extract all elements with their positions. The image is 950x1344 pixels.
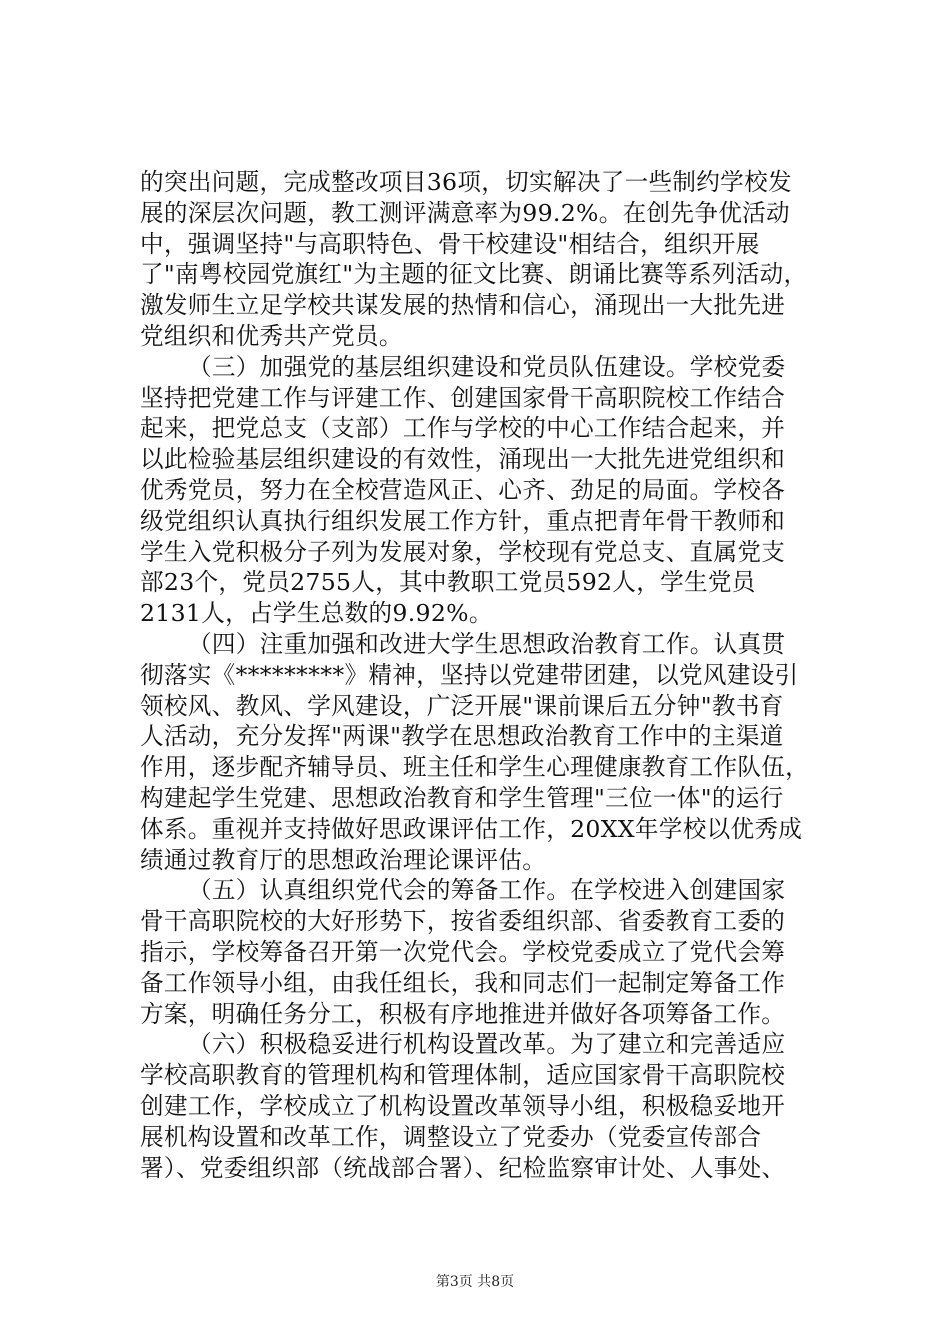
text-line: 展的深层次问题，教工测评满意率为99.2%。在创先争优活动: [140, 198, 790, 227]
text-line: 以此检验基层组织建设的有效性，涌现出一大批先进党组织和: [140, 445, 786, 474]
text-line: （三）加强党的基层组织建设和党员队伍建设。学校党委: [188, 352, 786, 381]
text-line: 中，强调坚持"与高职特色、骨干校建设"相结合，组织开展: [140, 229, 760, 258]
text-line: 学生入党积极分子列为发展对象，学校现有党总支、直属党支: [140, 537, 786, 566]
text-line: 彻落实《*********》精神，坚持以党建带团建，以党风建设引: [140, 660, 799, 689]
text-line: 起来，把党总支（支部）工作与学校的中心工作结合起来，并: [140, 414, 786, 443]
text-line: 优秀党员，努力在全校营造风正、心齐、劲足的局面。学校各: [140, 475, 786, 504]
text-line: 方案，明确任务分工，积极有序地推进并做好各项筹备工作。: [140, 999, 786, 1028]
text-line: （四）注重加强和改进大学生思想政治教育工作。认真贯: [188, 629, 786, 658]
text-line: 激发师生立足学校共谋发展的热情和信心，涌现出一大批先进: [140, 291, 786, 320]
text-line: 作用，逐步配齐辅导员、班主任和学生心理健康教育工作队伍，: [140, 753, 810, 782]
text-line: 级党组织认真执行组织发展工作方针，重点把青年骨干教师和: [140, 506, 786, 535]
body-text: [140, 167, 840, 1183]
text-line: 学校高职教育的管理机构和管理体制，适应国家骨干高职院校: [140, 1061, 786, 1090]
text-line: 骨干高职院校的大好形势下，按省委组织部、省委教育工委的: [140, 907, 786, 936]
text-line: 署）、党委组织部（统战部合署）、纪检监察审计处、人事处、: [140, 1153, 786, 1182]
text-line: 的突出问题，完成整改项目36项，切实解决了一些制约学校发: [140, 168, 792, 196]
text-line: 展机构设置和改革工作，调整设立了党委办（党委宣传部合: [140, 1122, 762, 1151]
text-line: 体系。重视并支持做好思政课评估工作，20XX年学校以优秀成: [140, 814, 803, 843]
page-footer: 第3页 共8页: [435, 1274, 515, 1290]
text-line: 人活动，充分发挥"两课"教学在思想政治教育工作中的主渠道: [140, 722, 784, 751]
text-line: 备工作领导小组，由我任组长，我和同志们一起制定筹备工作: [140, 968, 786, 997]
text-line: 创建工作，学校成立了机构设置改革领导小组，积极稳妥地开: [140, 1091, 786, 1120]
text-line: 坚持把党建工作与评建工作、创建国家骨干高职院校工作结合: [140, 383, 786, 412]
text-line: 绩通过教育厅的思想政治理论课评估。: [140, 845, 547, 874]
text-line: 构建起学生党建、思想政治教育和学生管理"三位一体"的运行: [140, 783, 784, 812]
text-line: 领校风、教风、学风建设，广泛开展"课前课后五分钟"教书育: [140, 691, 784, 720]
text-line: 2131人，占学生总数的9.92%。: [140, 599, 493, 628]
text-line: （六）积极稳妥进行机构设置改革。为了建立和完善适应: [188, 1030, 786, 1059]
text-line: （五）认真组织党代会的筹备工作。在学校进入创建国家: [188, 876, 786, 905]
text-line: 了"南粤校园党旗红"为主题的征文比赛、朗诵比赛等系列活动，: [140, 260, 808, 289]
text-line: 指示，学校筹备召开第一次党代会。学校党委成立了党代会筹: [140, 937, 786, 966]
text-line: 部23个，党员2755人，其中教职工党员592人，学生党员: [140, 568, 756, 597]
text-line: 党组织和优秀共产党员。: [140, 321, 403, 350]
